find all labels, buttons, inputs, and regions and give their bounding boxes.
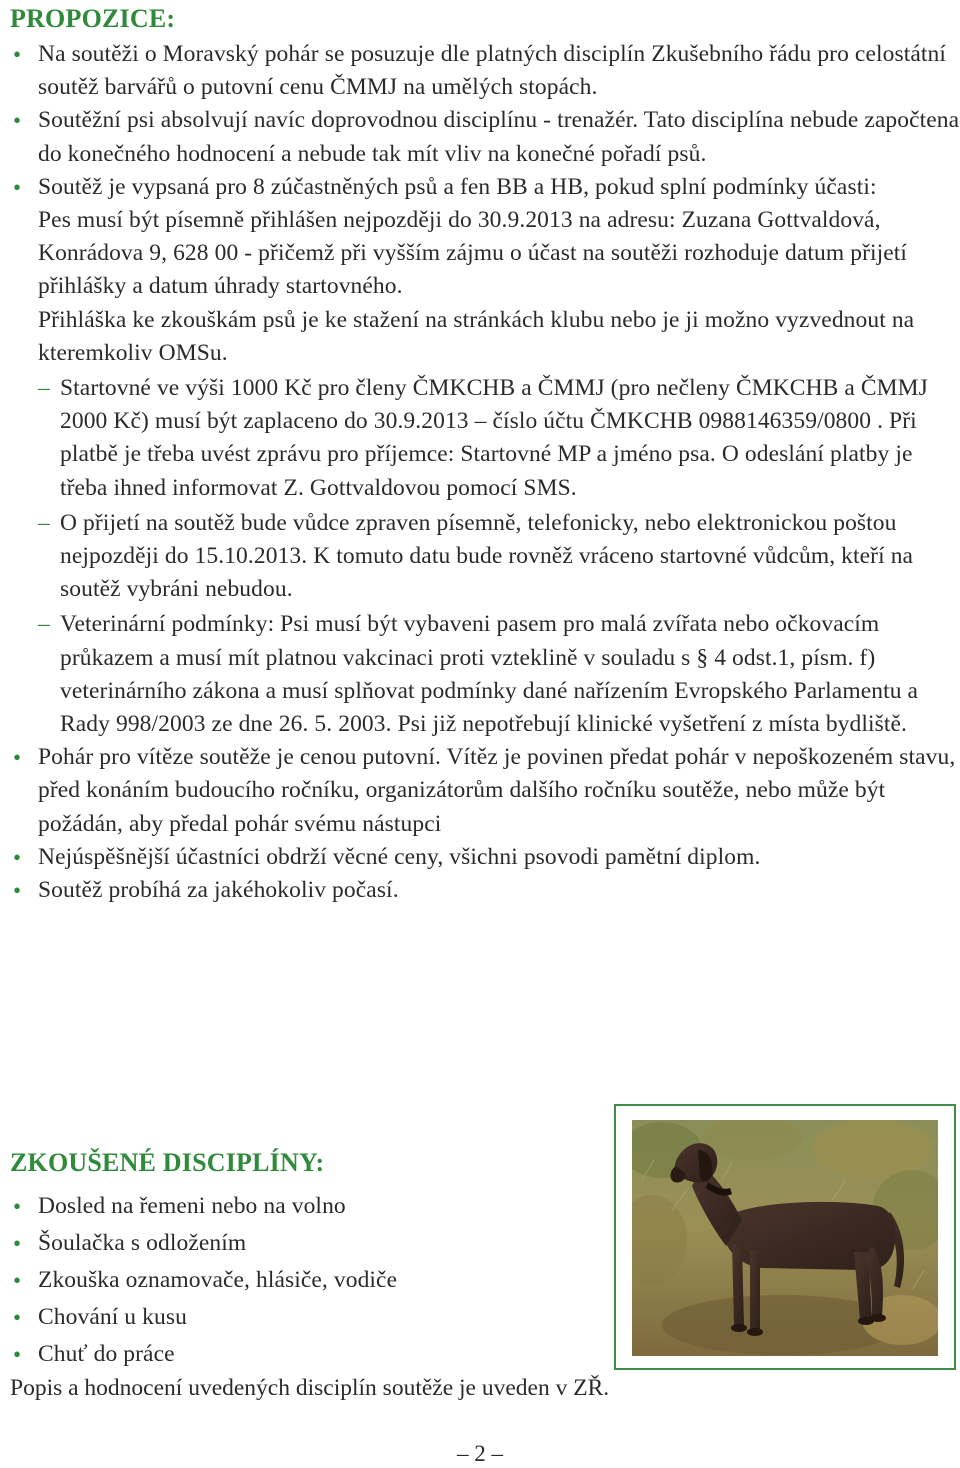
list-item [10,38,960,104]
bullet-marker: • [13,844,22,870]
paragraph-registration: Pes musí být písemně přihlášen nejpozději do 30.9.2013 na adresu: Zuzana Gottvaldová, Konrádova 9, 628 00 - přičemž při vyšším zájmu o účast na soutěži rozhoduje datum přijetí přihlášky a datum úhrady startovného. [38,207,908,300]
bullet-marker: • [13,1342,22,1367]
bullet-marker: • [13,1231,22,1256]
dash-item-text: Veterinární podmínky: Psi musí být vybaveni pasem pro malá zvířata nebo očkovacím průkazem a musí mít platnou vakcinaci proti vzteklině v souladu s § 4 odst.1, písm. f) veterinárního zákona a musí splňovat podmínky dané nařízením Evropského Parlamentu a Rady 998/2003 ze dne 26. 5. 2003. Psi již nepotřebují klinické vyšetření z místa bydliště. [60,611,919,738]
dash-item-text: O přijetí na soutěž bude vůdce zpraven písemně, telefonicky, nebo elektronickou poštou nejpozději do 15.10.2013. K tomuto datu bude rovněž vráceno startovné vůdcům, kteří na soutěž vybráni nebudou. [60,509,914,603]
bullet-marker: • [13,1268,22,1293]
list-item-text: Soutěž probíhá za jakéhokoliv počasí. [38,877,399,904]
heading-propozice: PROPOZICE: [10,4,176,33]
list-item-text: Soutěž je vypsaná pro 8 zúčastněných psů a fen BB a HB, pokud splní podmínky účasti: [38,173,877,200]
bullet-marker: • [13,108,22,134]
dash-item [10,372,960,505]
bullet-marker: • [13,878,22,904]
photo-frame [614,1104,956,1370]
list-item-text: Nejúspěšnější účastníci obdrží věcné ceny, všichni psovodi pamětní diplom. [38,843,761,870]
dash-item [10,507,960,607]
dash-item [10,608,960,741]
list-item [10,171,960,741]
bullet-marker: • [13,1305,22,1330]
dog-photo-icon [632,1120,938,1356]
list-item [10,1225,600,1262]
page-number: – 2 – [457,1441,503,1466]
list-item [10,1188,600,1225]
disciplines-list [10,1188,600,1373]
discipline-item: Dosled na řemeni nebo na volno [38,1193,346,1219]
propozice-list [10,38,960,907]
dash-marker: – [38,611,50,638]
heading-disciplines: ZKOUŠENÉ DISCIPLÍNY: [10,1148,325,1177]
discipline-item: Chování u kusu [38,1304,187,1330]
list-item-text: Soutěžní psi absolvují navíc doprovodnou disciplínu - trenažér. Tato disciplína nebude započtena do konečného hodnocení a nebude tak mít vliv na konečné pořadí psů. [38,107,960,167]
list-item [10,874,960,907]
list-item [10,104,960,170]
bullet-marker: • [13,1194,22,1219]
bullet-marker: • [13,42,22,67]
list-item [10,741,960,841]
list-item [10,1336,600,1373]
closing-note: Popis a hodnocení uvedených disciplín soutěže je uveden v ZŘ. [10,1375,610,1401]
dash-item-text: Startovné ve výši 1000 Kč pro členy ČMKCHB a ČMMJ (pro nečleny ČMKCHB a ČMMJ 2000 Kč) musí být zaplaceno do 30.9.2013 – číslo účtu ČMKCHB 0988146359/0800 . Při platbě je třeba uvést zprávu pro příjemce: Startovné MP a jméno psa. O odeslání platby je třeba ihned informovat Z. Gottvaldovou pomocí SMS. [60,375,928,501]
discipline-item: Zkouška oznamovače, hlásiče, vodiče [38,1267,398,1293]
list-item [10,841,960,874]
dash-marker: – [38,509,50,536]
discipline-item: Chuť do práce [38,1341,175,1367]
list-item [10,1262,600,1299]
list-item-text: Na soutěži o Moravský pohár se posuzuje dle platných disciplín Zkušebního řádu pro celostátní soutěž barvářů o putovní cenu ČMMJ na umělých stopách. [38,41,946,101]
discipline-item: Šoulačka s odložením [38,1230,247,1256]
dash-marker: – [38,375,50,402]
list-item [10,1299,600,1336]
bullet-marker: • [13,174,22,200]
bullet-marker: • [13,745,22,771]
paragraph-application: Přihláška ke zkouškám psů je ke stažení na stránkách klubu nebo je ji možno vyzvednout na kteremkoliv OMSu. [38,306,915,366]
list-item-text: Pohár pro vítěze soutěže je cenou putovní. Vítěz je povinen předat pohár v nepoškozeném stavu, před konáním budoucího ročníku, organizátorům dalšího ročníku soutěže, nebo může být požádán, aby předal pohár svému nástupci [38,744,956,837]
